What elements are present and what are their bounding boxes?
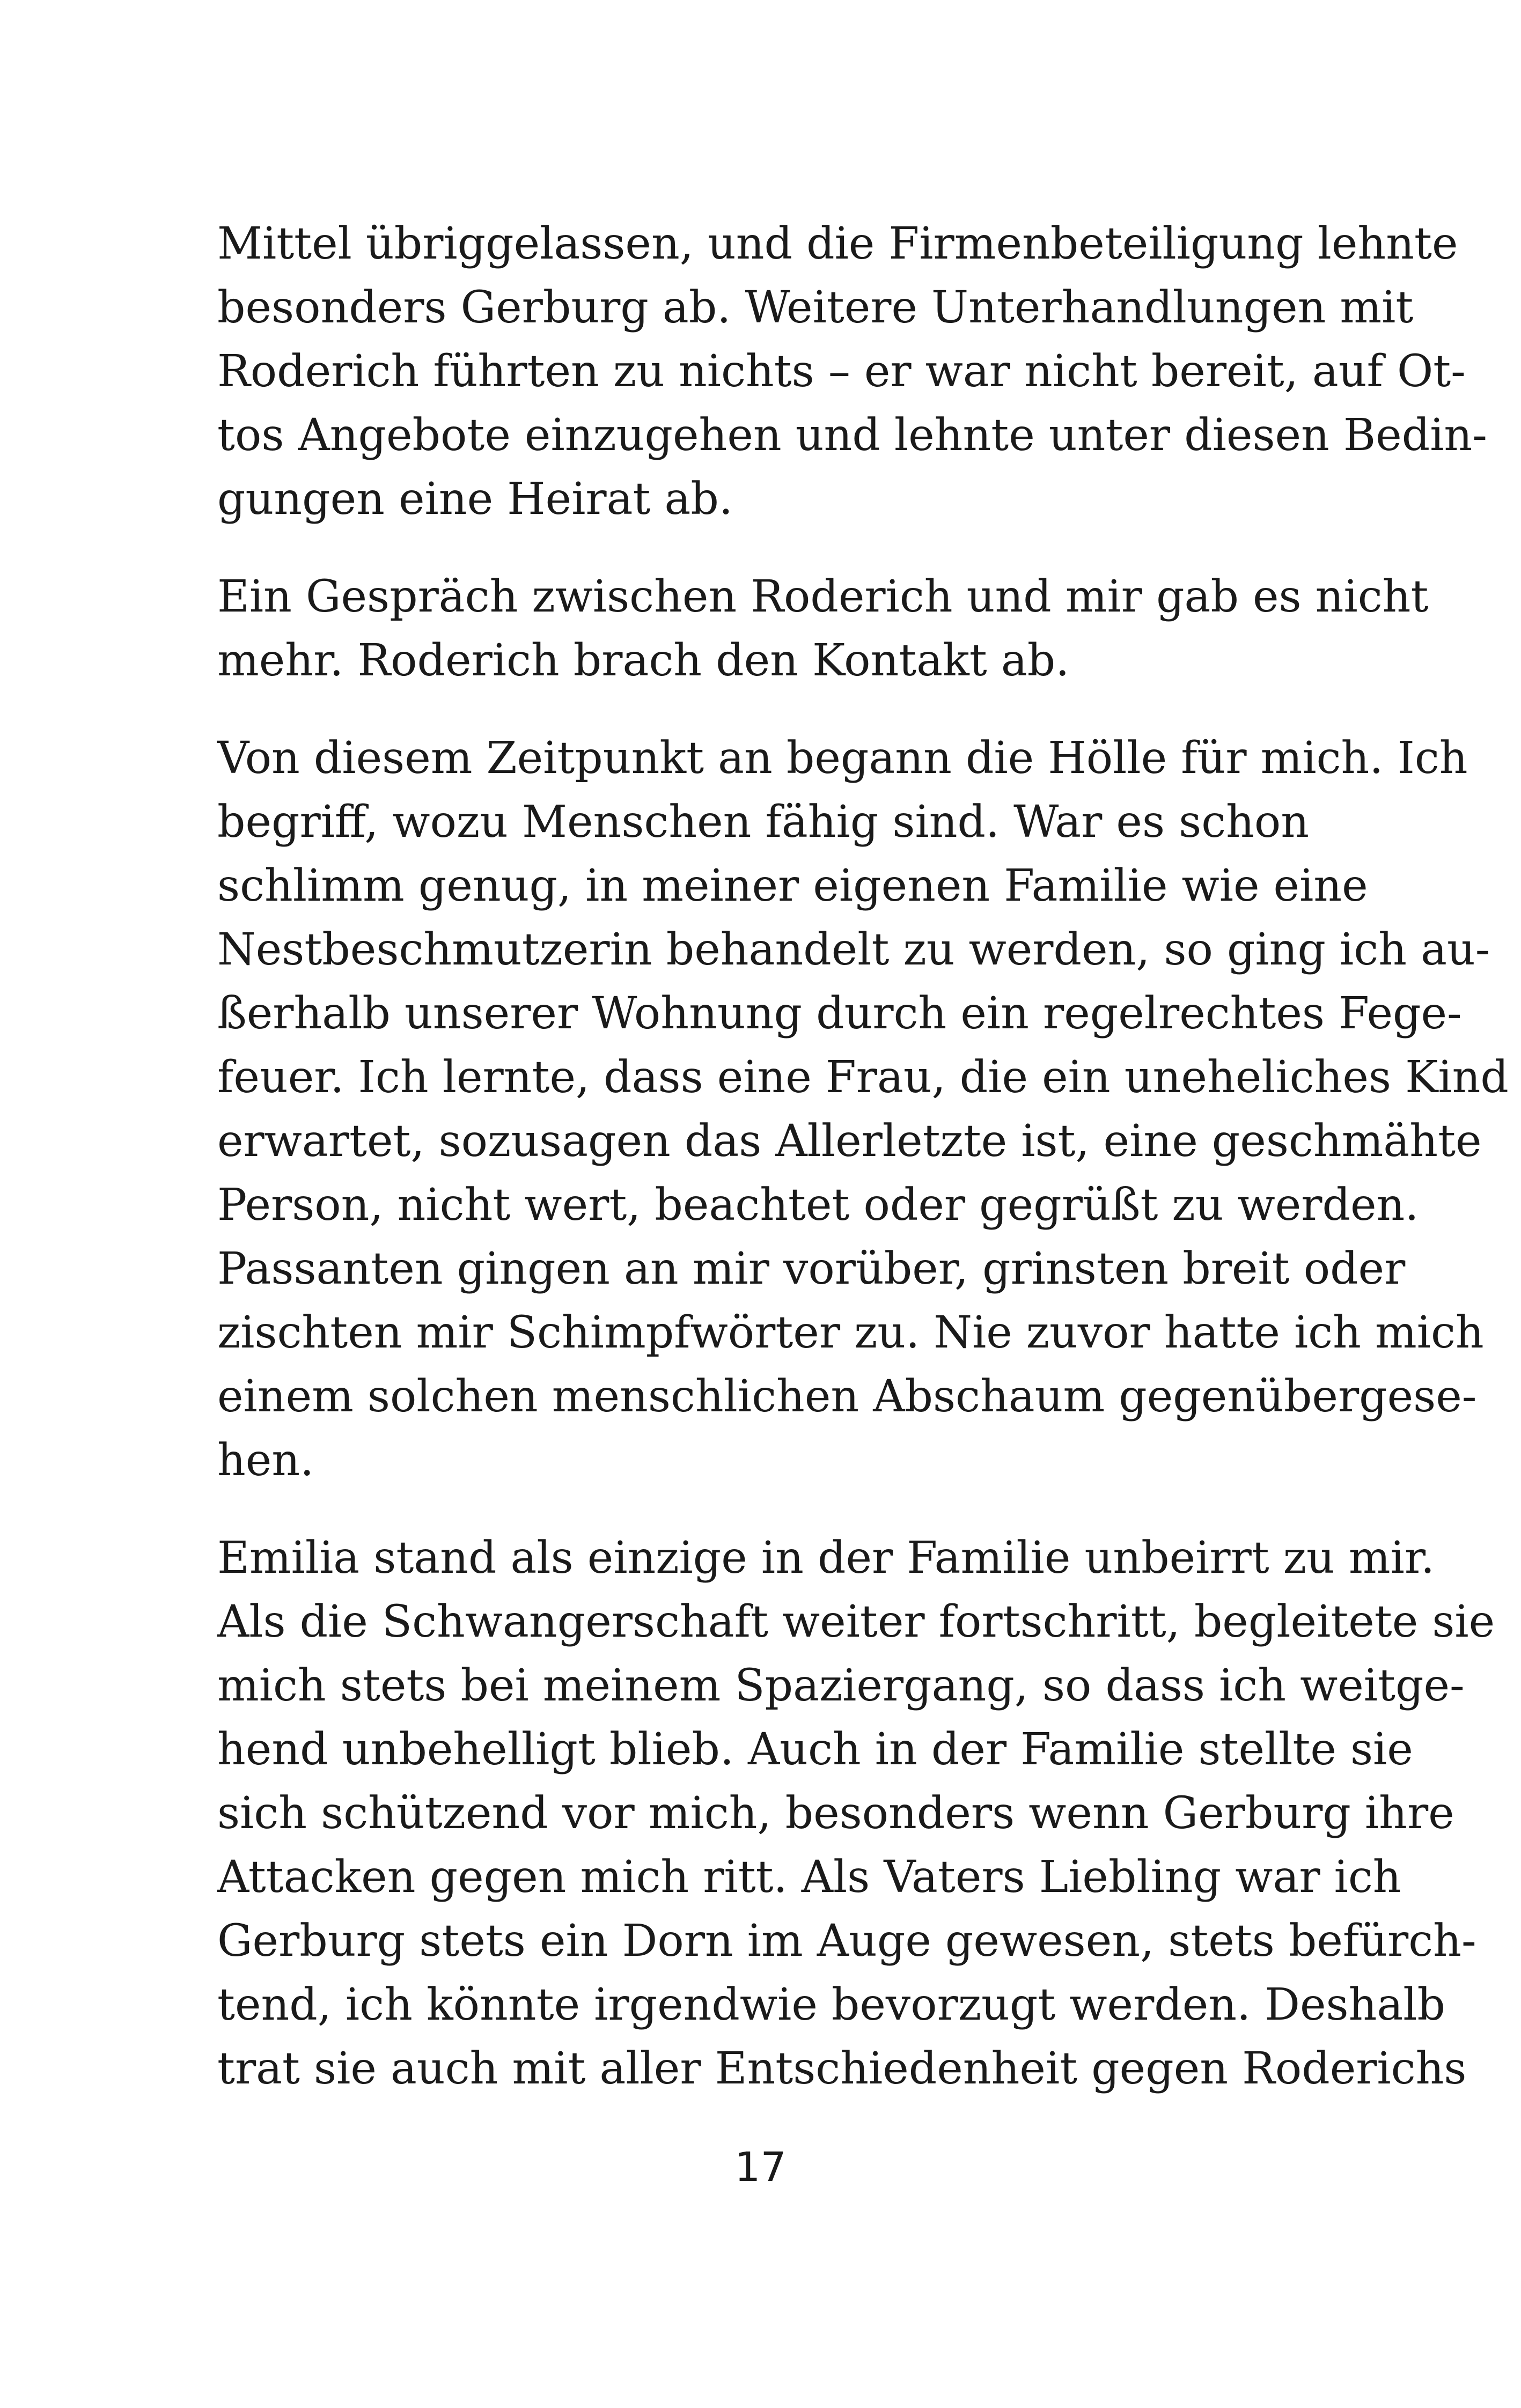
- text-line: Mittel übriggelassen, und die Firmenbeteiligung lehnte: [217, 218, 1458, 269]
- body-text: [217, 212, 1509, 2101]
- paragraph-1: [217, 212, 1487, 531]
- text-line: Ein Gespräch zwischen Roderich und mir gab es nicht: [217, 571, 1429, 622]
- text-line: erwartet, sozusagen das Allerletzte ist, eine geschmähte: [217, 1116, 1482, 1167]
- text-line: Von diesem Zeitpunkt an begann die Hölle für mich. Ich: [217, 733, 1468, 784]
- text-line: Person, nicht wert, beachtet oder gegrüßt zu werden.: [217, 1180, 1419, 1231]
- text-line: Emilia stand als einzige in der Familie unbeirrt zu mir.: [217, 1533, 1435, 1584]
- text-line: ßerhalb unserer Wohnung durch ein regelrechtes Fege-: [217, 988, 1462, 1039]
- text-line: Gerburg stets ein Dorn im Auge gewesen, stets befürch-: [217, 1916, 1476, 1967]
- text-line: tos Angebote einzugehen und lehnte unter diesen Bedin-: [217, 410, 1487, 461]
- text-line: hend unbehelligt blieb. Auch in der Familie stellte sie: [217, 1724, 1413, 1775]
- text-line: zischten mir Schimpfwörter zu. Nie zuvor hatte ich mich: [217, 1307, 1484, 1358]
- text-line: Als die Schwangerschaft weiter fortschritt, begleitete sie: [217, 1596, 1495, 1647]
- page-number: 17: [734, 2143, 787, 2191]
- text-line: mehr. Roderich brach den Kontakt ab.: [217, 635, 1070, 686]
- text-line: tend, ich könnte irgendwie bevorzugt werden. Deshalb: [217, 1979, 1445, 2030]
- text-line: Roderich führten zu nichts – er war nicht bereit, auf Ot-: [217, 346, 1466, 397]
- text-line: hen.: [217, 1435, 314, 1486]
- paragraph-4: [217, 1526, 1495, 2101]
- text-line: gungen eine Heirat ab.: [217, 474, 733, 525]
- text-line: Attacken gegen mich ritt. Als Vaters Liebling war ich: [217, 1852, 1401, 1903]
- text-line: Nestbeschmutzerin behandelt zu werden, so ging ich au-: [217, 924, 1490, 975]
- text-line: schlimm genug, in meiner eigenen Familie wie eine: [217, 860, 1368, 911]
- text-line: besonders Gerburg ab. Weitere Unterhandlungen mit: [217, 282, 1414, 333]
- text-line: begriff, wozu Menschen fähig sind. War es schon: [217, 797, 1310, 848]
- text-line: sich schützend vor mich, besonders wenn Gerburg ihre: [217, 1788, 1454, 1839]
- paragraph-3: [217, 726, 1509, 1492]
- text-line: trat sie auch mit aller Entschiedenheit gegen Roderichs: [217, 2043, 1467, 2094]
- text-line: mich stets bei meinem Spaziergang, so dass ich weitge-: [217, 1660, 1465, 1711]
- text-line: Passanten gingen an mir vorüber, grinsten breit oder: [217, 1243, 1406, 1294]
- text-line: einem solchen menschlichen Abschaum gegenübergese-: [217, 1371, 1477, 1422]
- paragraph-2: [217, 565, 1429, 693]
- text-line: feuer. Ich lernte, dass eine Frau, die ein uneheliches Kind: [217, 1052, 1509, 1103]
